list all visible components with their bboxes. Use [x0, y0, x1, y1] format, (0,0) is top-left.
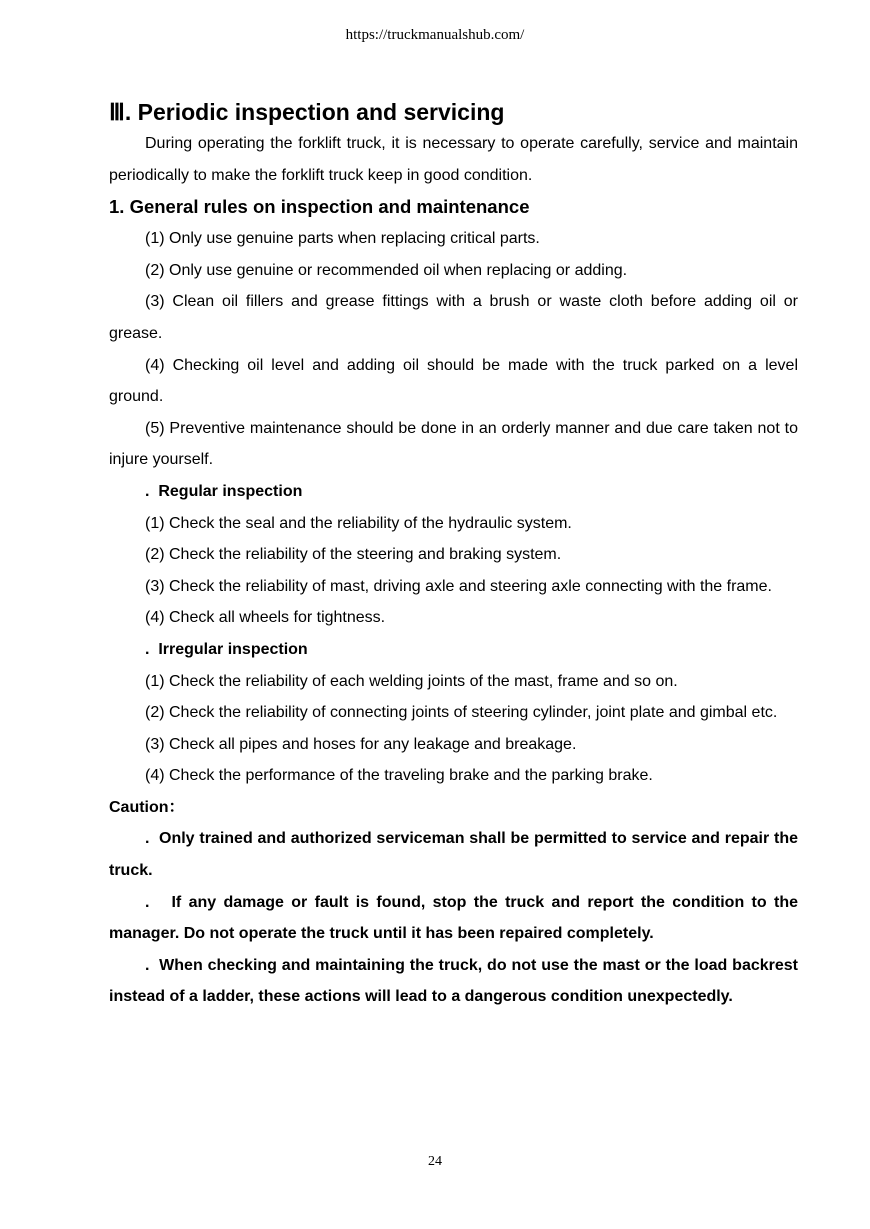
irregular-item-1: (1) Check the reliability of each welding joints of the mast, frame and so on.	[145, 672, 678, 690]
regular-item-3: (3) Check the reliability of mast, driving axle and steering axle connecting with the frame.	[145, 577, 772, 595]
general-rule-1: (1) Only use genuine parts when replacing critical parts.	[145, 230, 540, 248]
irregular-item-2: (2) Check the reliability of connecting joints of steering cylinder, joint plate and gimbal etc.	[145, 704, 778, 722]
regular-item-4: (4) Check all wheels for tightness.	[145, 609, 386, 627]
regular-item-2: (2) Check the reliability of the steering and braking system.	[145, 546, 562, 564]
general-rule-4: (4) Checking oil level and adding oil should be made with the truck parked on a level ground.	[109, 356, 798, 406]
regular-item-1: (1) Check the seal and the reliability of the hydraulic system.	[145, 514, 572, 532]
header-url: https://truckmanualshub.com/	[345, 27, 525, 43]
page-content	[109, 96, 803, 1013]
page-number: 24	[428, 1154, 442, 1169]
caution-item-1: . Only trained and authorized serviceman shall be permitted to service and repair the truck.	[109, 830, 803, 880]
caution-title: Caution：	[109, 798, 185, 816]
general-rule-3: (3) Clean oil fillers and grease fittings with a brush or waste cloth before adding oil or grease.	[109, 293, 798, 342]
irregular-inspection-title: . Irregular inspection	[145, 640, 308, 658]
caution-item-2: . If any damage or fault is found, stop the truck and report the condition to the manager. Do not operate the truck until it has been repaired completely.	[109, 893, 803, 943]
general-rules-title: 1. General rules on inspection and maintenance	[109, 196, 530, 218]
general-rule-2: (2) Only use genuine or recommended oil when replacing or adding.	[145, 261, 628, 279]
intro-paragraph: During operating the forklift truck, it is necessary to operate carefully, service and maintain periodically to make the forklift truck keep in good condition.	[109, 135, 798, 184]
section-title: Ⅲ. Periodic inspection and servicing	[109, 99, 505, 125]
irregular-item-3: (3) Check all pipes and hoses for any leakage and breakage.	[145, 735, 577, 753]
general-rule-5: (5) Preventive maintenance should be done in an orderly manner and due care taken not to injure yourself.	[109, 419, 798, 469]
caution-item-3: . When checking and maintaining the truck, do not use the mast or the load backrest instead of a ladder, these actions will lead to a dangerous condition unexpectedly.	[109, 956, 803, 1006]
irregular-item-4: (4) Check the performance of the traveling brake and the parking brake.	[145, 767, 653, 785]
regular-inspection-title: . Regular inspection	[145, 482, 303, 500]
